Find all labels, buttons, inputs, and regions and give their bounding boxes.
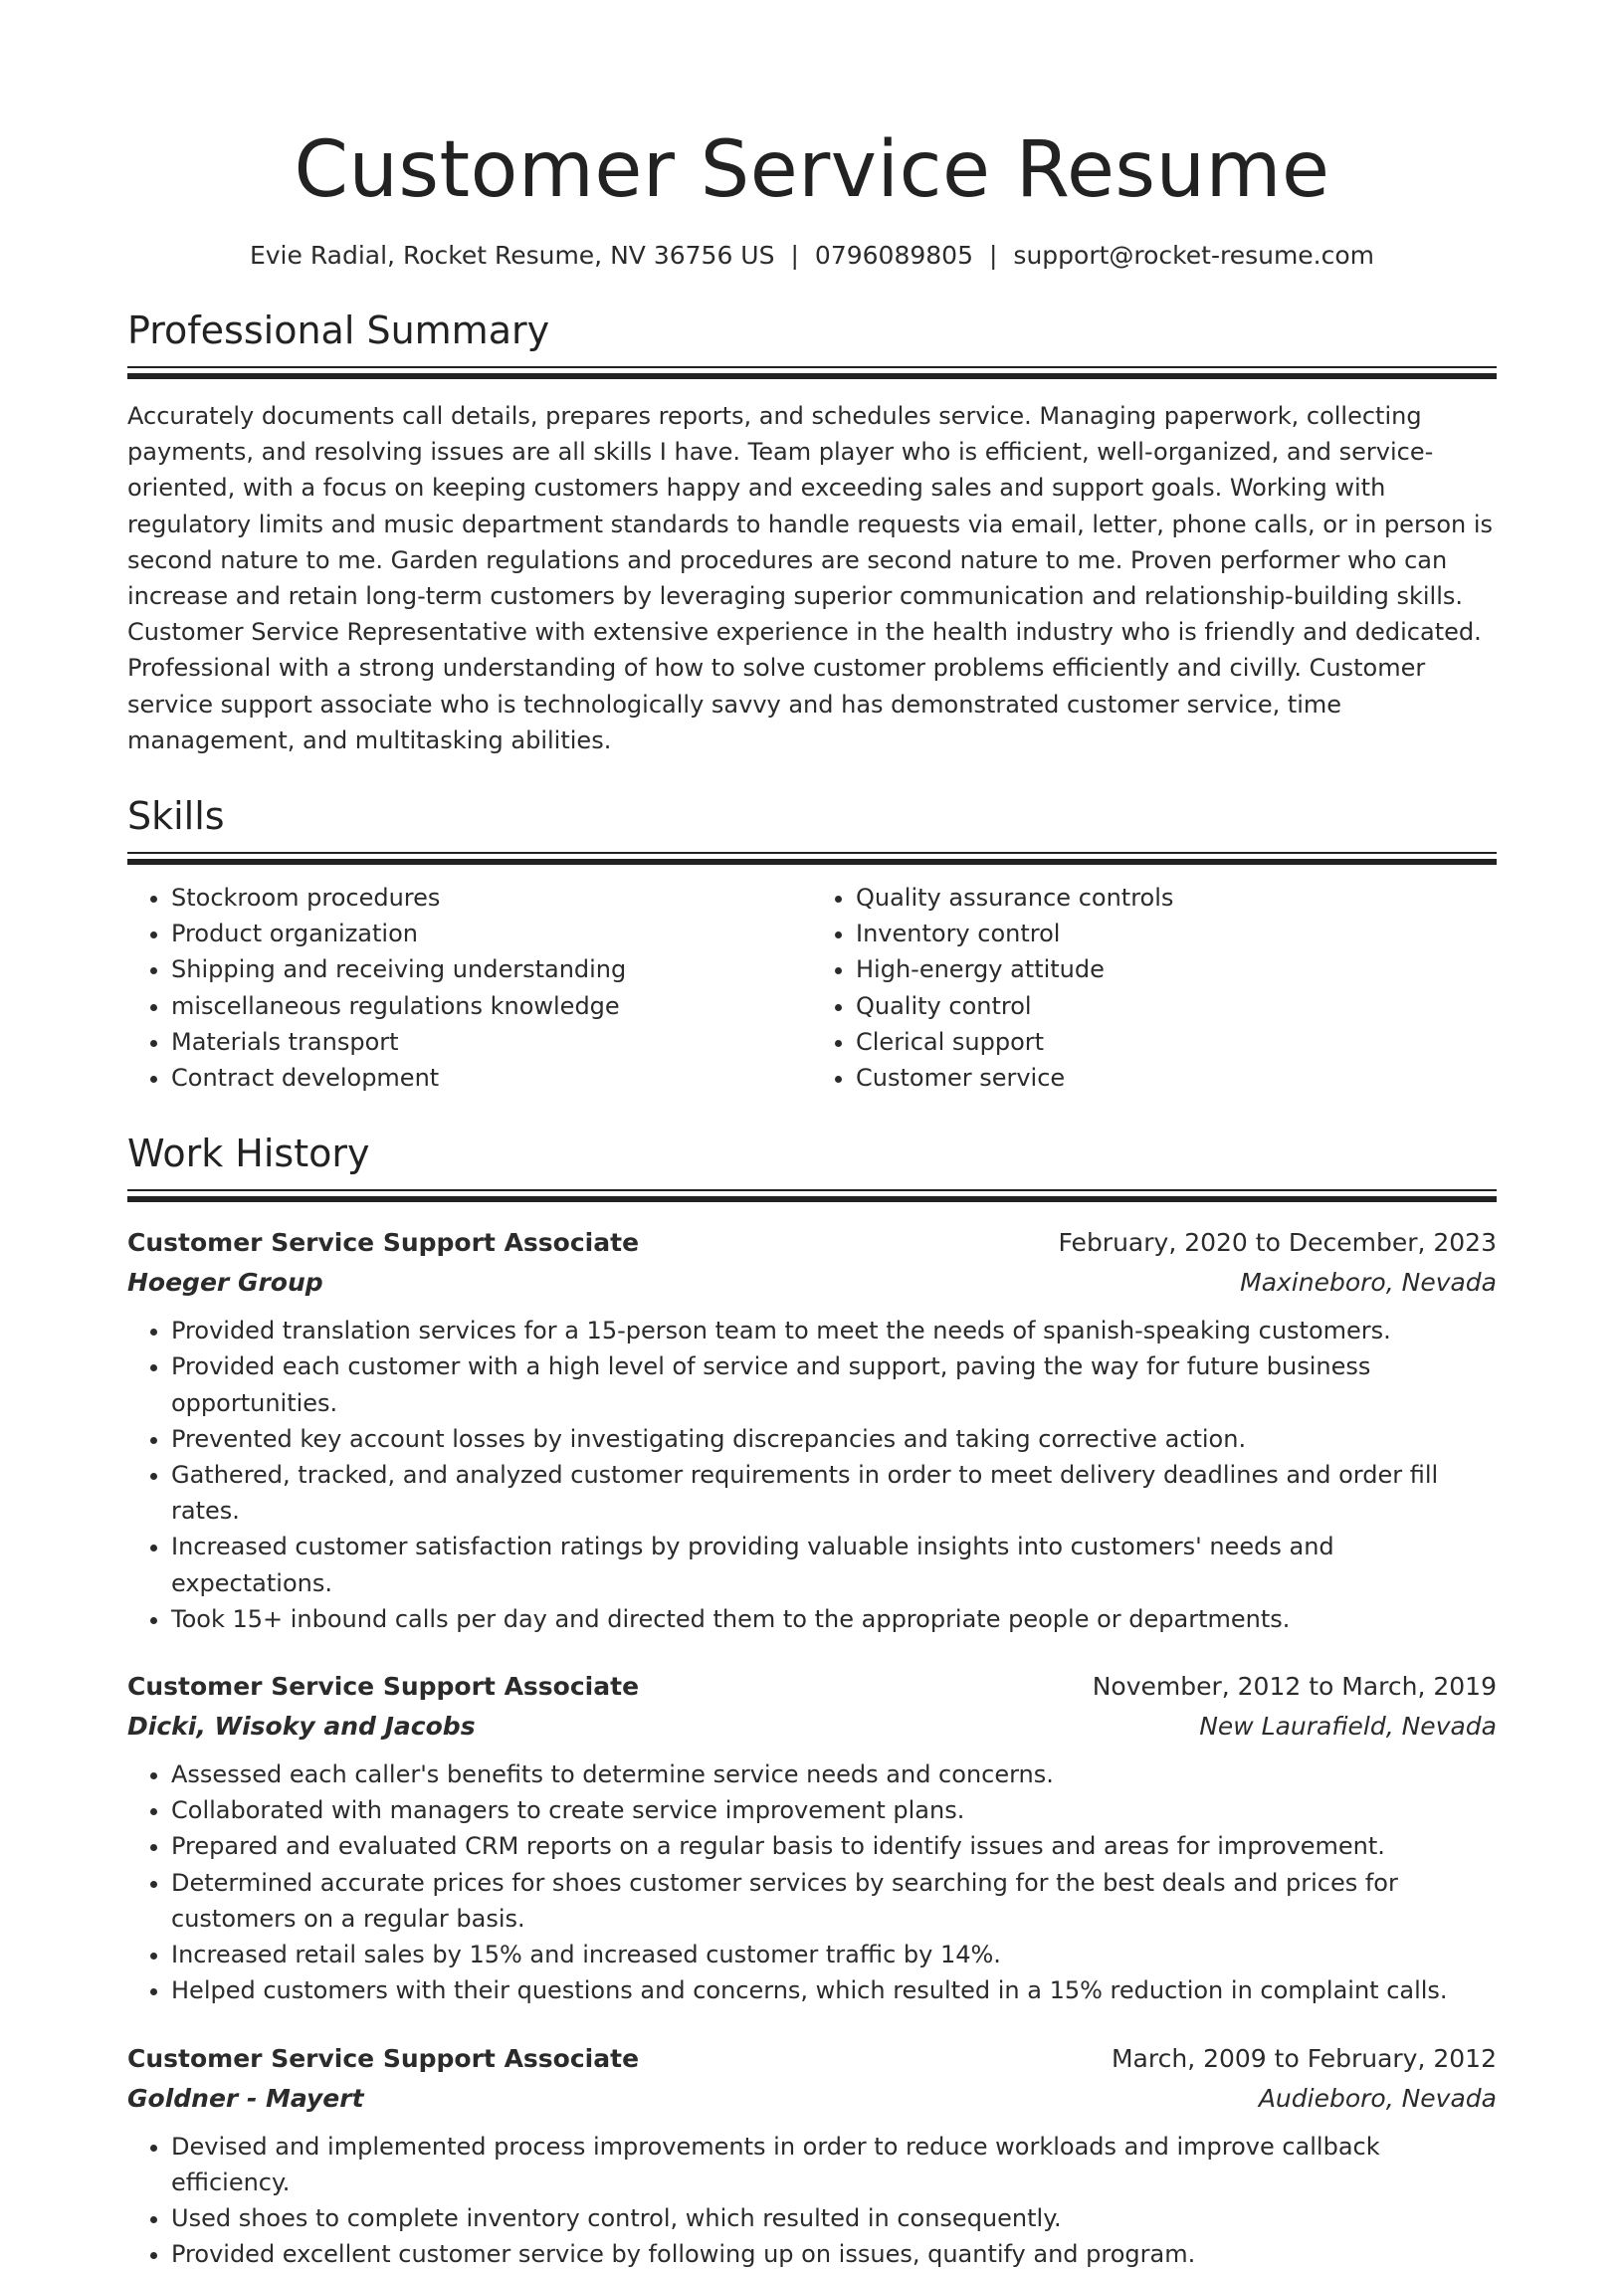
job-bullet: • Prevented key account losses by investigating discrepancies and taking corrective action. — [171, 1421, 1497, 1457]
skill-item: • Quality assurance controls — [856, 880, 1497, 916]
work-history-heading: Work History — [127, 1130, 1497, 1177]
job-bullets — [127, 1756, 1497, 2008]
skill-item: • Stockroom procedures — [171, 880, 812, 916]
job-bullet: • Increased retail sales by 15% and increased customer traffic by 14%. — [171, 1937, 1497, 1972]
contact-address: Evie Radial, Rocket Resume, NV 36756 US — [250, 241, 775, 270]
section-divider — [127, 1189, 1497, 1205]
job-title: Customer Service Support Associate — [127, 1223, 639, 1263]
skill-item: • Materials transport — [171, 1024, 812, 1060]
job-bullet: • Prepared and evaluated CRM reports on a regular basis to identify issues and areas for improvement. — [171, 1828, 1497, 1864]
job-bullet: • Determined accurate prices for shoes customer services by searching for the best deals and prices for customers on a regular basis. — [171, 1865, 1497, 1937]
job-location: Maxineboro, Nevada — [1240, 1263, 1497, 1303]
summary-text: Accurately documents call details, prepares reports, and schedules service. Managing paperwork, collecting payments, and resolving issues are all skills I have. Team player who is efficient, well-organized, and service-oriented, with a focus on keeping customers happy and exceeding sales and support goals. Working with regulatory limits and music department standards to handle requests via email, letter, phone calls, or in person is second nature to me. Garden regulations and procedures are second nature to me. Proven performer who can increase and retain long-term customers by leveraging superior communication and relationship-building skills. Customer Service Representative with extensive experience in the health industry who is friendly and dedicated. Professional with a strong understanding of how to solve customer problems efficiently and civilly. Customer service support associate who is technologically savvy and has demonstrated customer service, time management, and multitasking abilities. — [127, 398, 1497, 758]
job-bullet: • Gathered, tracked, and analyzed customer requirements in order to meet delivery deadlines and order fill rates. — [171, 1457, 1497, 1529]
skill-item: • High-energy attitude — [856, 951, 1497, 987]
skill-item: • Contract development — [171, 1060, 812, 1096]
job-bullet: • Provided each customer with a high level of service and support, paving the way for future business opportunities. — [171, 1348, 1497, 1420]
skill-item: • Clerical support — [856, 1024, 1497, 1060]
contact-email: support@rocket-resume.com — [1013, 241, 1374, 270]
job-dates: March, 2009 to February, 2012 — [1112, 2039, 1497, 2079]
job-title: Customer Service Support Associate — [127, 2039, 639, 2079]
contact-line — [127, 239, 1497, 273]
job-company: Dicki, Wisoky and Jacobs — [127, 1707, 476, 1747]
skill-item: • Shipping and receiving understanding — [171, 951, 812, 987]
skill-item: • Quality control — [856, 988, 1497, 1024]
skill-item: • Inventory control — [856, 916, 1497, 951]
skills-list — [127, 880, 1497, 1096]
job-dates: November, 2012 to March, 2019 — [1093, 1667, 1497, 1707]
job-bullets — [127, 2129, 1497, 2272]
skills-column-left — [127, 880, 812, 1096]
contact-separator: | — [790, 239, 798, 273]
skill-item: • miscellaneous regulations knowledge — [171, 988, 812, 1024]
document-title: Customer Service Resume — [127, 115, 1497, 225]
contact-phone: 0796089805 — [815, 241, 973, 270]
job-bullet: • Increased customer satisfaction ratings by providing valuable insights into customers' needs and expectations. — [171, 1529, 1497, 1600]
section-divider — [127, 852, 1497, 868]
skills-column-right — [812, 880, 1497, 1096]
job-company: Goldner - Mayert — [127, 2079, 364, 2119]
job-bullet: • Took 15+ inbound calls per day and directed them to the appropriate people or departments. — [171, 1601, 1497, 1637]
job-bullet: • Devised and implemented process improvements in order to reduce workloads and improve callback efficiency. — [171, 2129, 1497, 2200]
job-title: Customer Service Support Associate — [127, 1667, 639, 1707]
job-bullet: • Assessed each caller's benefits to determine service needs and concerns. — [171, 1756, 1497, 1792]
job-entry — [127, 1667, 1497, 2008]
skill-item: • Product organization — [171, 916, 812, 951]
skill-item: • Customer service — [856, 1060, 1497, 1096]
job-location: New Laurafield, Nevada — [1199, 1707, 1497, 1747]
contact-separator: | — [989, 239, 997, 273]
job-location: Audieboro, Nevada — [1259, 2079, 1497, 2119]
job-company: Hoeger Group — [127, 1263, 323, 1303]
job-bullet: • Provided translation services for a 15-person team to meet the needs of spanish-speaking customers. — [171, 1313, 1497, 1348]
work-history-section — [127, 1130, 1497, 2272]
job-bullets — [127, 1313, 1497, 1637]
section-divider — [127, 366, 1497, 382]
job-entry — [127, 2039, 1497, 2272]
summary-section — [127, 307, 1497, 758]
job-bullet: • Helped customers with their questions and concerns, which resulted in a 15% reduction in complaint calls. — [171, 1972, 1497, 2008]
job-bullet: • Used shoes to complete inventory control, which resulted in consequently. — [171, 2200, 1497, 2236]
job-dates: February, 2020 to December, 2023 — [1059, 1223, 1497, 1263]
skills-heading: Skills — [127, 792, 1497, 840]
skills-section — [127, 792, 1497, 1096]
job-bullet: • Provided excellent customer service by following up on issues, quantify and program. — [171, 2236, 1497, 2272]
job-bullet: • Collaborated with managers to create service improvement plans. — [171, 1792, 1497, 1828]
summary-heading: Professional Summary — [127, 307, 1497, 354]
job-entry — [127, 1223, 1497, 1637]
